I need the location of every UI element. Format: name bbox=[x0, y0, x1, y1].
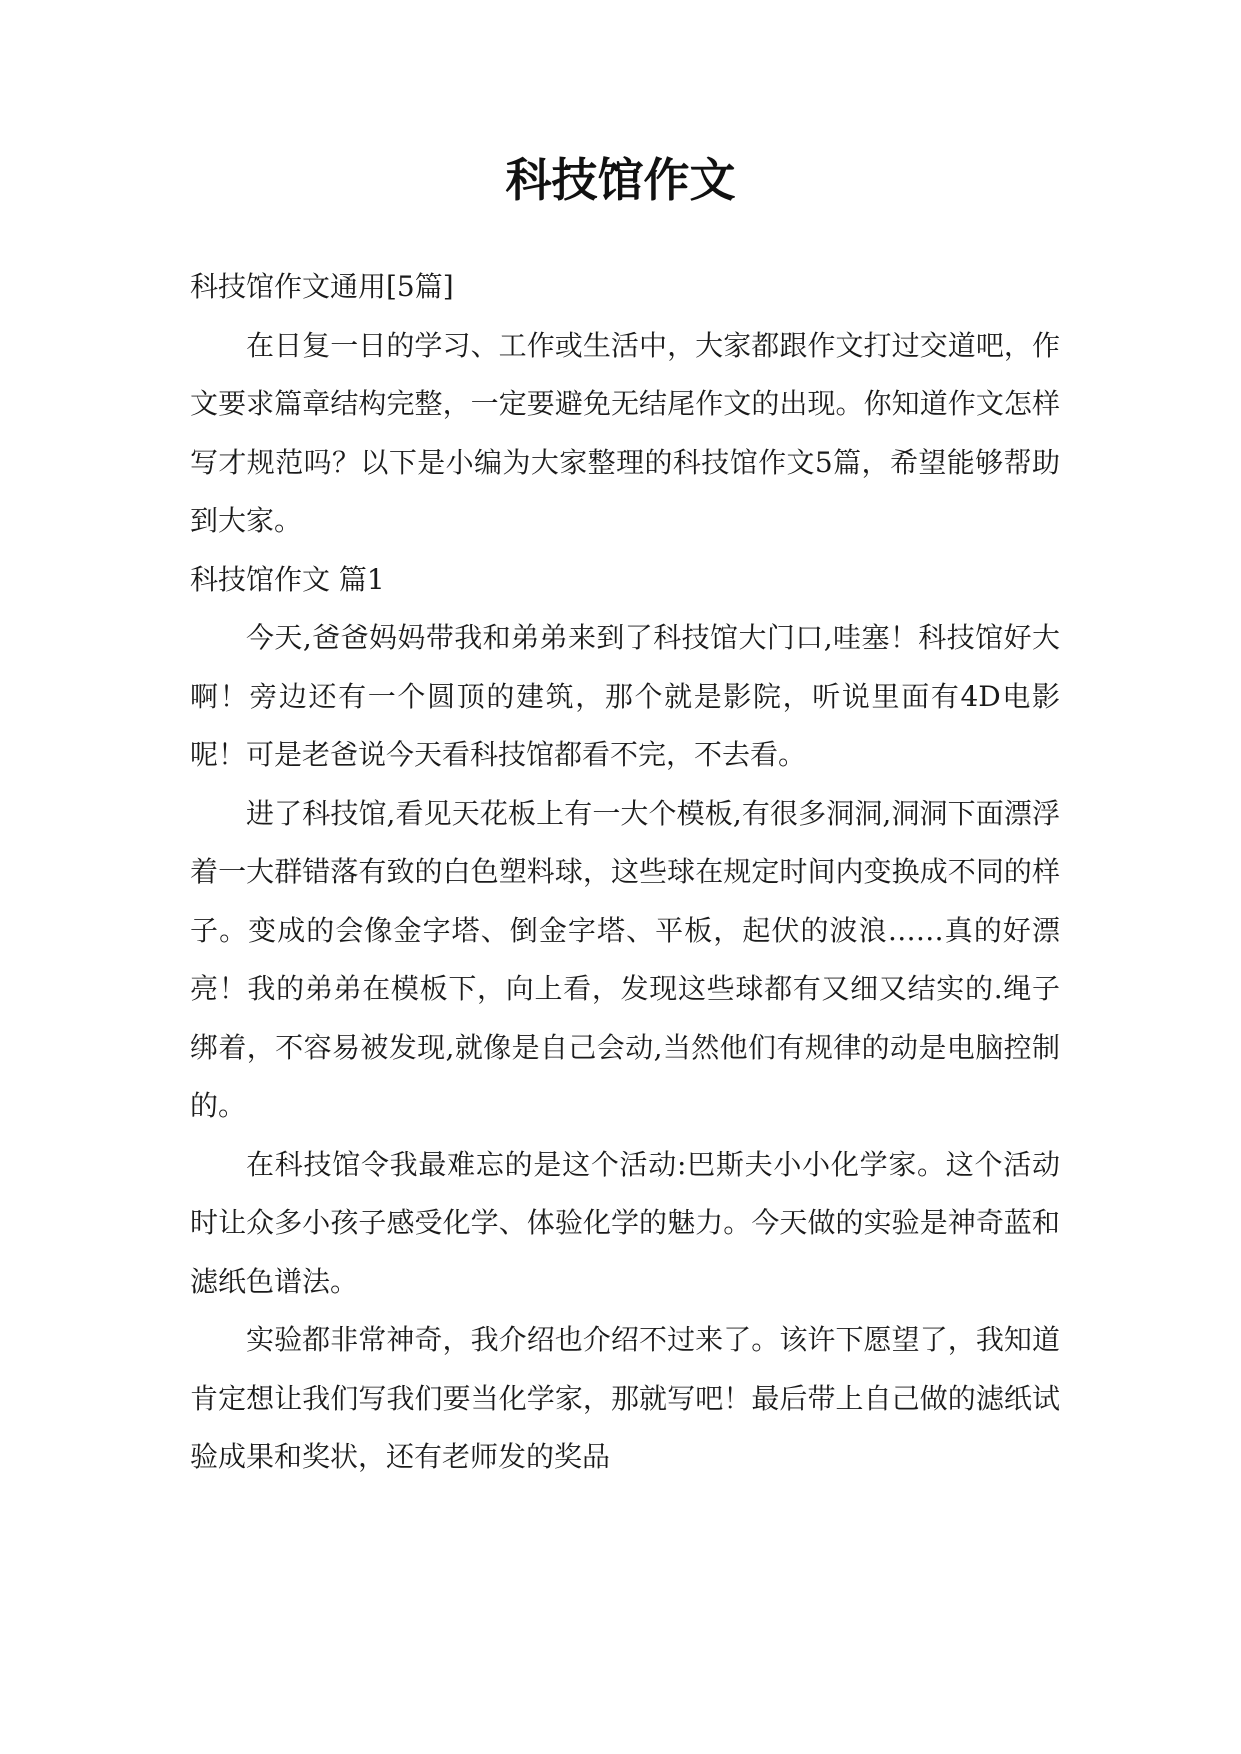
body-paragraph: 实验都非常神奇，我介绍也介绍不过来了。该许下愿望了，我知道肯定想让我们写我们要当化学家，那就写吧！最后带上自己做的滤纸试验成果和奖状，还有老师发的奖品 bbox=[190, 1323, 1060, 1473]
document-title: 科技馆作文 bbox=[505, 153, 736, 207]
subtitle-heading: 科技馆作文通用[5篇] bbox=[190, 270, 454, 303]
body-paragraph: 今天,爸爸妈妈带我和弟弟来到了科技馆大门口,哇塞！科技馆好大啊！旁边还有一个圆顶的建筑，那个就是影院，听说里面有4D电影呢！可是老爸说今天看科技馆都看不完，不去看。 bbox=[190, 621, 1060, 771]
document-body bbox=[190, 258, 1060, 1487]
body-paragraph: 进了科技馆,看见天花板上有一大个模板,有很多洞洞,洞洞下面漂浮着一大群错落有致的白色塑料球，这些球在规定时间内变换成不同的样子。变成的会像金字塔、倒金字塔、平板，起伏的波浪……真的好漂亮！我的弟弟在模板下，向上看，发现这些球都有又细又结实的.绳子绑着，不容易被发现,就像是自己会动,当然他们有规律的动是电脑控制的。 bbox=[190, 796, 1060, 1122]
section-heading: 科技馆作文 篇1 bbox=[190, 562, 385, 596]
body-paragraph: 在科技馆令我最难忘的是这个活动:巴斯夫小小化学家。这个活动时让众多小孩子感受化学、体验化学的魅力。今天做的实验是神奇蓝和滤纸色谱法。 bbox=[190, 1147, 1060, 1298]
intro-paragraph: 在日复一日的学习、工作或生活中，大家都跟作文打过交道吧，作文要求篇章结构完整，一定要避免无结尾作文的出现。你知道作文怎样写才规范吗？以下是小编为大家整理的科技馆作文5篇，希望能够帮助到大家。 bbox=[190, 328, 1060, 537]
